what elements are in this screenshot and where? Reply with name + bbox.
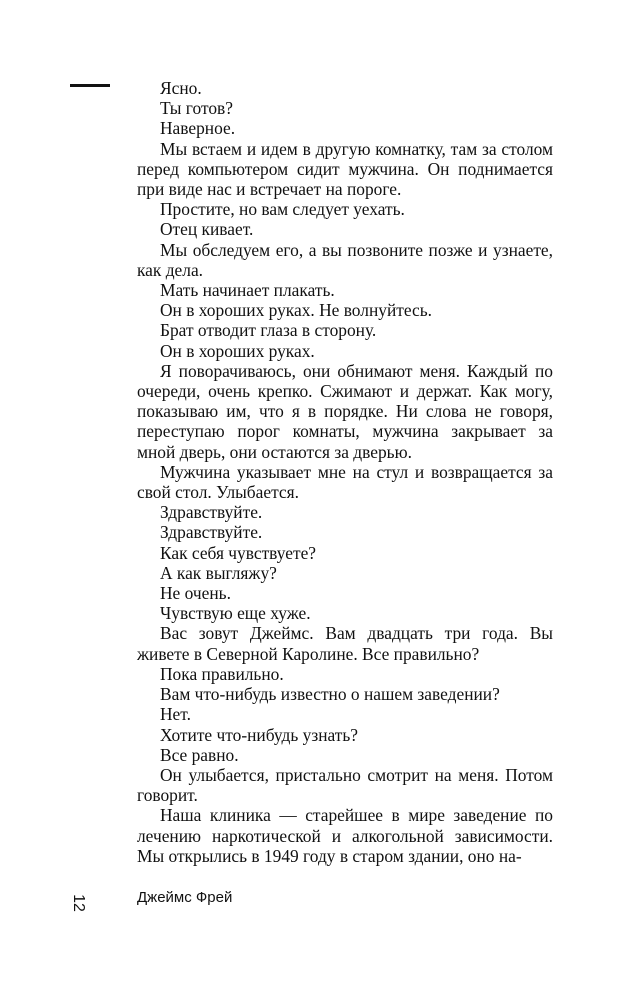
paragraph: Брат отводит глаза в сторону.	[160, 320, 377, 341]
paragraph: Вам что-нибудь известно о нашем заведении?	[160, 684, 500, 705]
paragraph: Ясно.	[160, 78, 202, 98]
paragraph: Здравствуйте.	[160, 522, 263, 543]
running-footer-author: Джеймс Фрей	[137, 889, 233, 906]
paragraph: Вас зовут Джеймс. Вам двадцать три года. Вы живете в Северной Каролине. Все правильно?	[137, 623, 553, 664]
paragraph: Наверное.	[160, 118, 236, 139]
paragraph: Чувствую еще хуже.	[160, 603, 311, 624]
paragraph: Все равно.	[160, 744, 239, 765]
paragraph: Он в хороших руках. Не волнуйтесь.	[160, 300, 433, 321]
paragraph: Мать начинает плакать.	[160, 280, 335, 301]
paragraph: Ты готов?	[160, 98, 233, 119]
paragraph: Мужчина указывает мне на стул и возвращается за свой стол. Улыбается.	[137, 461, 553, 503]
paragraph: Наша клиника — старейшее в мире заведение по лечению наркотической и алкогольной зависимости. Мы открылись в 1949 году в старом здании, оно на-	[137, 805, 553, 866]
paragraph: Он улыбается, пристально смотрит на меня. Потом говорит.	[137, 764, 553, 806]
paragraph: Здравствуйте.	[160, 502, 263, 523]
paragraph: Как себя чувствуете?	[160, 542, 317, 563]
paragraph: Простите, но вам следует уехать.	[160, 199, 405, 220]
paragraph: А как выгляжу?	[160, 562, 277, 583]
paragraph: Он в хороших руках.	[160, 340, 315, 361]
paragraph: Я поворачиваюсь, они обнимают меня. Каждый по очереди, очень крепко. Сжимают и держат. Как могу, показываю им, что я в порядке. Ни слова не говоря, переступаю порог комнаты, мужчина закрывает за мной дверь, они остаются за дверью.	[137, 360, 553, 462]
page-number: 12	[70, 894, 87, 912]
paragraph: Отец кивает.	[160, 219, 254, 240]
paragraph: Мы обследуем его, а вы позвоните позже и узнаете, как дела.	[137, 239, 553, 280]
top-rule	[70, 84, 110, 87]
body-text	[137, 78, 553, 866]
paragraph: Нет.	[160, 704, 191, 725]
paragraph: Не очень.	[160, 583, 231, 604]
paragraph: Хотите что-нибудь узнать?	[160, 724, 359, 745]
paragraph: Мы встаем и идем в другую комнатку, там за столом перед компьютером сидит мужчина. Он поднимается при виде нас и встречает на пороге.	[137, 138, 553, 200]
paragraph: Пока правильно.	[160, 663, 284, 684]
